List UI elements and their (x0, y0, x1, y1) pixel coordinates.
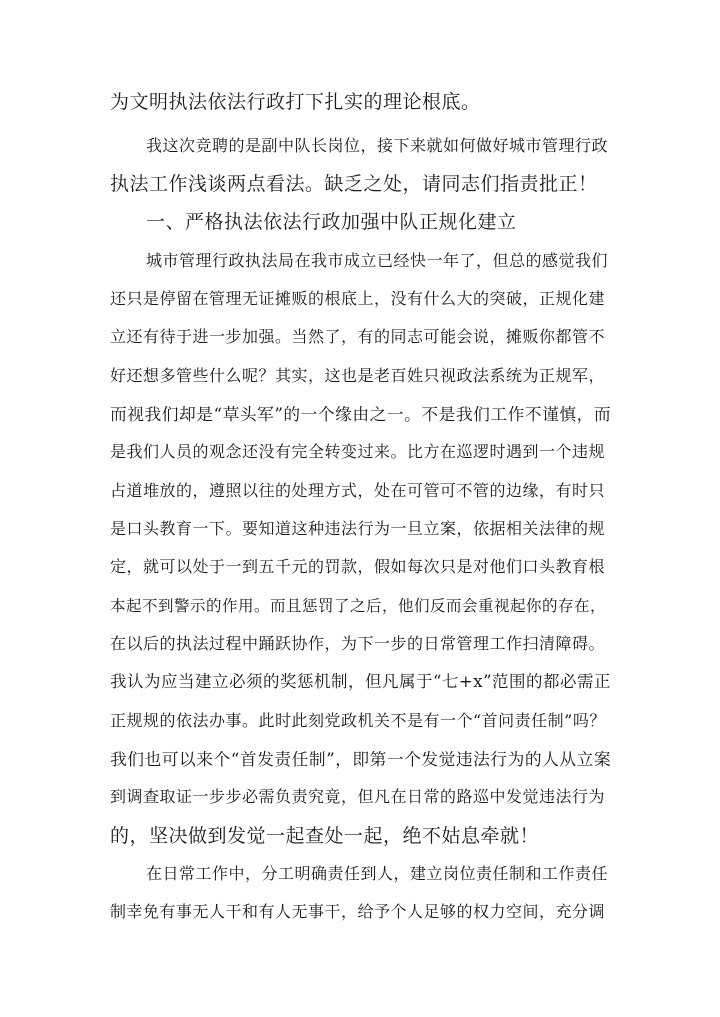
text-line: 占道堆放的，遵照以往的处理方式，处在可管可不管的边缘，有时只 (110, 481, 606, 500)
text-line: 立还有待于进一步加强。当然了，有的同志可能会说，摊贩你都管不 (110, 327, 606, 346)
text-line: 正规规的依法办事。此时此刻党政机关不是有一个“首问责任制”吗？ (110, 711, 606, 730)
text-line: 是我们人员的观念还没有完全转变过来。比方在巡逻时遇到一个违规 (110, 442, 606, 461)
text-line: 而视我们却是“草头军”的一个缘由之一。不是我们工作不谨慎，而 (110, 404, 612, 424)
text-line: 在以后的执法过程中踊跃协作，为下一步的日常管理工作扫清障碍。 (110, 634, 606, 653)
text-line: 我们也可以来个“首发责任制”，即第一个发觉违法行为的人从立案 (110, 749, 612, 769)
text-line: 好还想多管些什么呢？其实，这也是老百姓只视政法系统为正规军， (110, 366, 606, 385)
text-line: 在日常工作中，分工明确责任到人，建立岗位责任制和工作责任 (146, 864, 609, 883)
text-line: 到调查取证一步步必需负责究竟，但凡在日常的路巡中发觉违法行为 (110, 787, 606, 806)
text-line: 为文明执法依法行政打下扎实的理论根底。 (110, 91, 481, 113)
section-heading: 一、严格执法依法行政加强中队正规化建立 (146, 211, 517, 233)
text-line: 制幸免有事无人干和有人无事干，给予个人足够的权力空间，充分调 (110, 902, 606, 921)
text-line: 我认为应当建立必须的奖惩机制，但凡属于“七+x”范围的都必需正 (110, 672, 612, 691)
text-line: 是口头教育一下。要知道这种违法行为一旦立案，依据相关法律的规 (110, 519, 606, 538)
text-line: 的，坚决做到发觉一起查处一起，绝不姑息牵就！ (110, 825, 540, 847)
text-line: 本起不到警示的作用。而且惩罚了之后，他们反而会重视起你的存在， (110, 597, 607, 615)
text-line: 定，就可以处于一到五千元的罚款，假如每次只是对他们口头教育根 (110, 557, 606, 576)
text-line: 我这次竞聘的是副中队长岗位，接下来就如何做好城市管理行政 (146, 136, 609, 155)
text-line: 城市管理行政执法局在我市成立已经快一年了，但总的感觉我们 (146, 251, 609, 270)
text-line: 还只是停留在管理无证摊贩的根底上，没有什么大的突破，正规化建 (110, 289, 606, 308)
text-line: 执法工作浅谈两点看法。缺乏之处，请同志们指责批正！ (110, 173, 598, 195)
